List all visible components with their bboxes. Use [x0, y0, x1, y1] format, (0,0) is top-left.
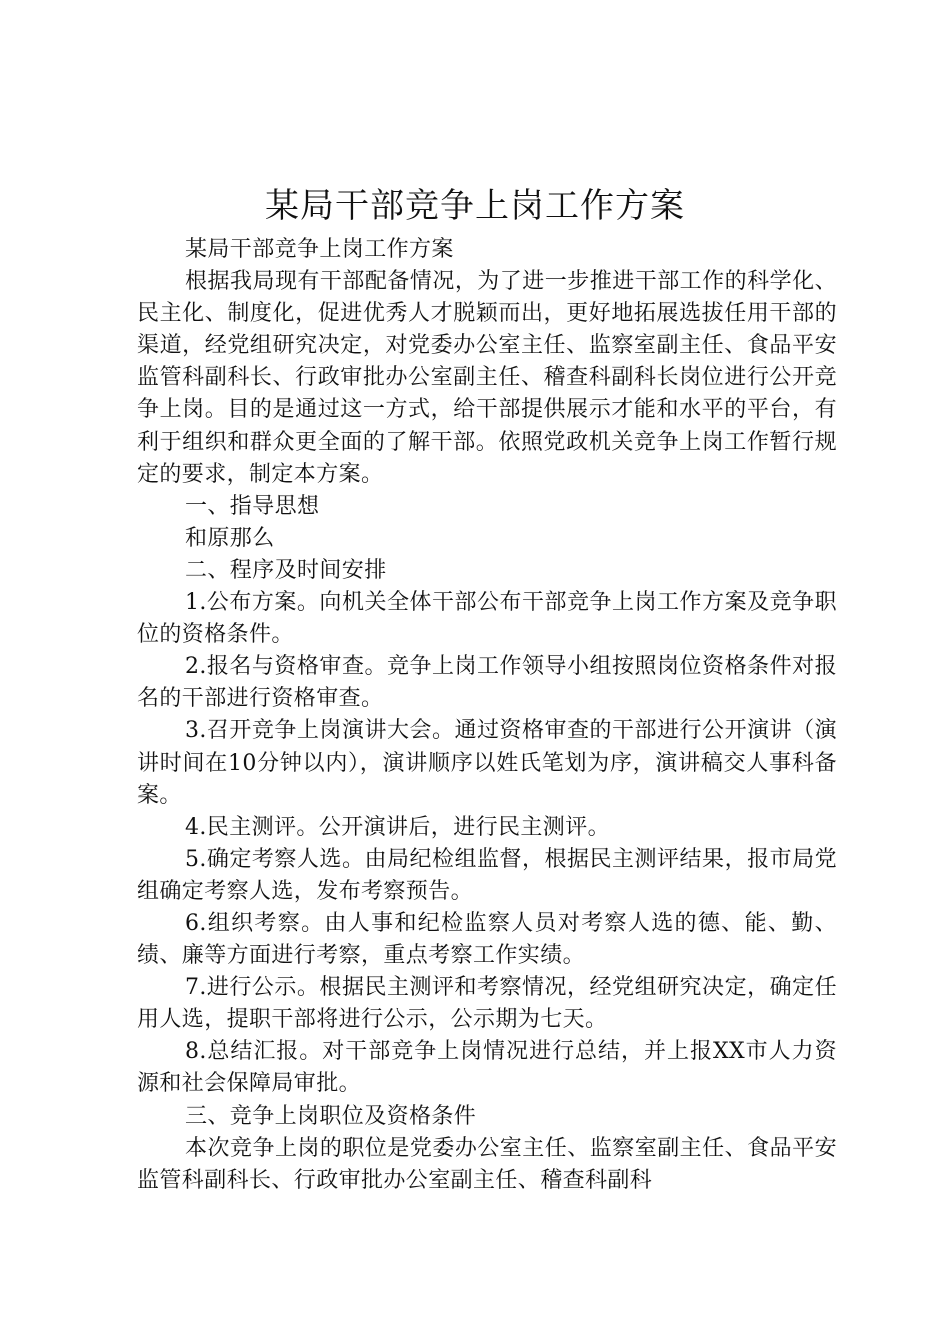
step-3-paragraph: 3.召开竞争上岗演讲大会。通过资格审查的干部进行公开演讲（演讲时间在10分钟以内），演讲顺序以姓氏笔划为序，演讲稿交人事科备案。: [137, 718, 837, 808]
section-heading-positions: 三、竞争上岗职位及资格条件: [185, 1103, 477, 1129]
subtitle-paragraph: 某局干部竞争上岗工作方案: [185, 237, 454, 262]
step-6-paragraph: 6.组织考察。由人事和纪检监察人员对考察人选的德、能、勤、绩、廉等方面进行考察，重点考察工作实绩。: [137, 910, 837, 969]
document-title: 某局干部竞争上岗工作方案: [265, 186, 685, 226]
step-1-paragraph: 1.公布方案。向机关全体干部公布干部竞争上岗工作方案及竞争职位的资格条件。: [137, 590, 837, 648]
section-heading-procedure: 二、程序及时间安排: [185, 557, 387, 583]
positions-paragraph: 本次竞争上岗的职位是党委办公室主任、监察室副主任、食品平安监管科副科长、行政审批办公室副主任、稽查科副科: [137, 1135, 837, 1193]
step-2-paragraph: 2.报名与资格审查。竞争上岗工作领导小组按照岗位资格条件对报名的干部进行资格审查。: [137, 654, 837, 712]
step-8-paragraph: 8.总结汇报。对干部竞争上岗情况进行总结，并上报XX市人力资源和社会保障局审批。: [137, 1039, 837, 1097]
step-7-paragraph: 7.进行公示。根据民主测评和考察情况，经党组研究决定，确定任用人选，提职干部将进行公示，公示期为七天。: [137, 975, 837, 1033]
intro-paragraph: 根据我局现有干部配备情况，为了进一步推进干部工作的科学化、民主化、制度化，促进优秀人才脱颖而出，更好地拓展选拔任用干部的渠道，经党组研究决定，对党委办公室主任、监察室副主任、食品平安监管科副科长、行政审批办公室副主任、稽查科副科长岗位进行公开竞争上岗。目的是通过这一方式，给干部提供展示才能和水平的平台，有利于组织和群众更全面的了解干部。依照党政机关竞争上岗工作暂行规定的要求，制定本方案。: [137, 269, 837, 487]
principles-paragraph: 和原那么: [185, 525, 275, 551]
step-4-paragraph: 4.民主测评。公开演讲后，进行民主测评。: [185, 814, 610, 840]
step-5-paragraph: 5.确定考察人选。由局纪检组监督，根据民主测评结果，报市局党组确定考察人选，发布考察预告。: [137, 846, 837, 904]
section-heading-guiding-ideology: 一、指导思想: [185, 493, 320, 519]
document-body: [137, 234, 837, 1197]
